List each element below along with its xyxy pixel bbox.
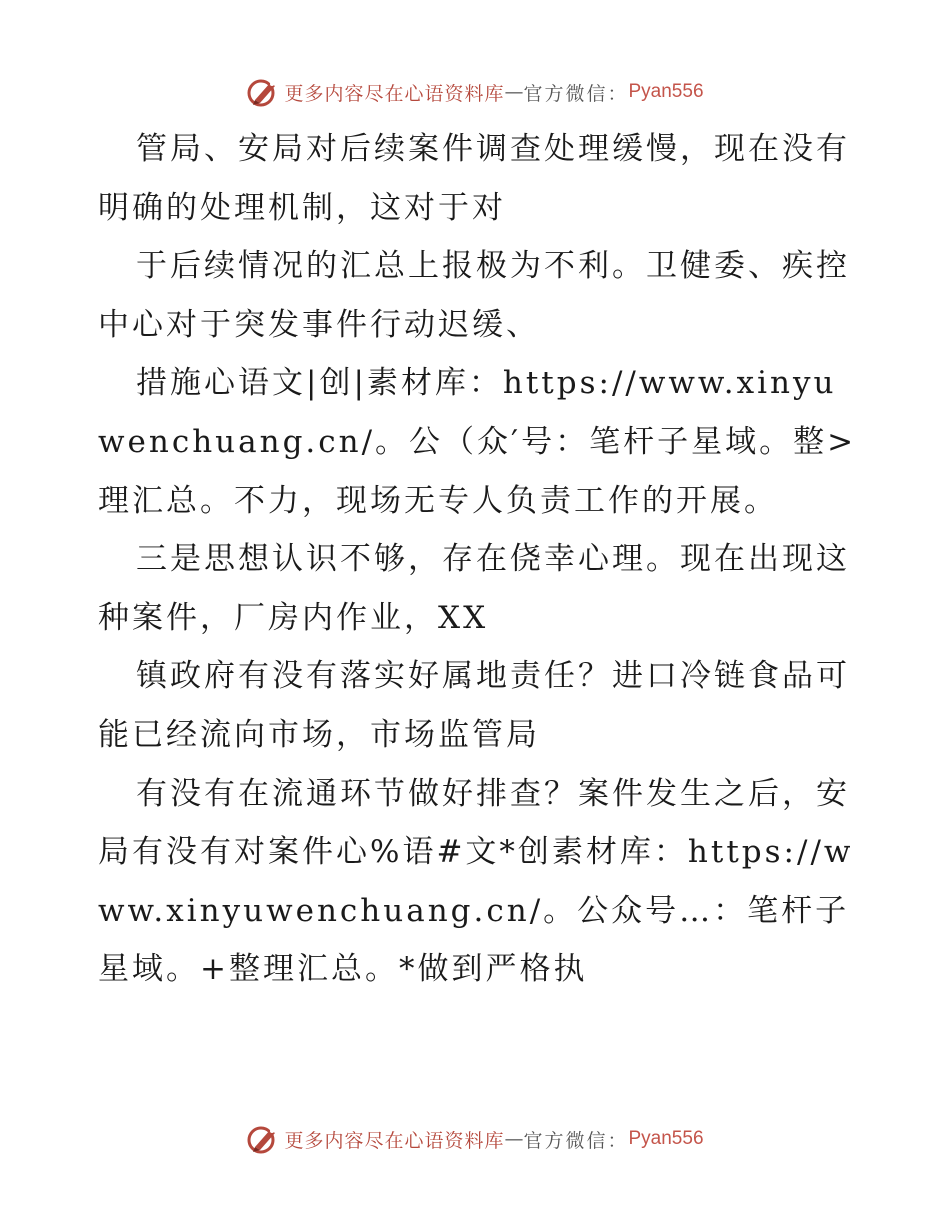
- watermark-dash: —: [504, 1128, 524, 1150]
- paragraph-4: 三是思想认识不够，存在侥幸心理。现在出现这种案件，厂房内作业，XX: [98, 541, 850, 636]
- paragraph-2: 于后续情况的汇总上报极为不利。卫健委、疾控中心对于突发事件行动迟缓、: [98, 248, 850, 343]
- watermark-main-text: 更多内容尽在心语资料库: [284, 1129, 505, 1152]
- footer-watermark: [0, 1119, 950, 1159]
- paragraph-1: 管局、安局对后续案件调查处理缓慢，现在没有明确的处理机制，这对于对: [98, 131, 850, 226]
- document-body: [98, 120, 858, 999]
- watermark-label: 官方微信：: [523, 1129, 629, 1152]
- header-watermark: [0, 72, 950, 112]
- paragraph-5: 镇政府有没有落实好属地责任？进口冷链食品可能已经流向市场，市场监管局: [98, 658, 850, 753]
- watermark-dash: —: [504, 81, 524, 103]
- watermark-account: Pyan556: [628, 81, 704, 102]
- watermark-main-text: 更多内容尽在心语资料库: [284, 82, 505, 105]
- pen-in-circle-icon: [246, 1122, 280, 1156]
- pen-in-circle-icon: [246, 75, 280, 109]
- paragraph-3: 措施心语文|创|素材库：https://www.xinyuwenchuang.cn/。公（众′号：笔杆子星域。整>理汇总。不力，现场无专人负责工作的开展。: [98, 365, 857, 519]
- watermark-label: 官方微信：: [523, 82, 629, 105]
- watermark-account: Pyan556: [628, 1128, 704, 1149]
- paragraph-6: 有没有在流通环节做好排查？案件发生之后，安局有没有对案件心%语#文*创素材库：https://www.xinyuwenchuang.cn/。公众号…：笔杆子星域。+整理汇总。*做到严格执: [98, 775, 854, 988]
